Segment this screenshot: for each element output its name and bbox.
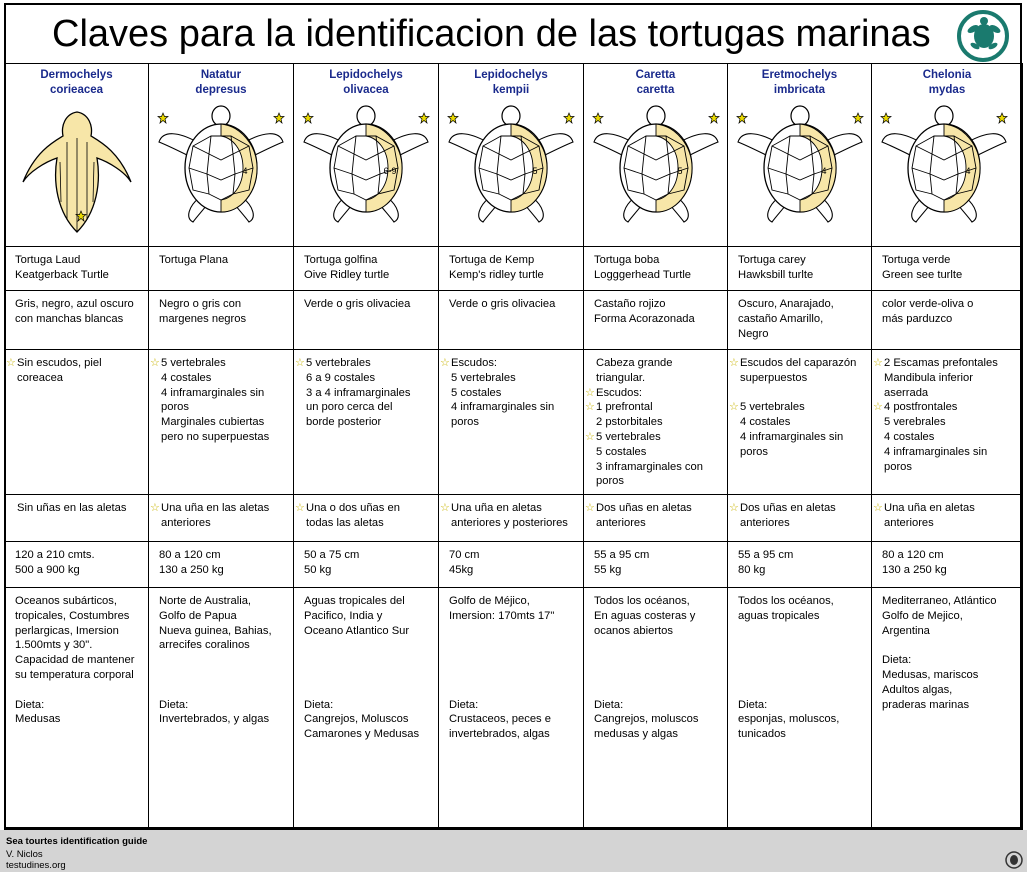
habitat-text — [159, 683, 289, 698]
key-star-icon — [853, 113, 863, 123]
size-cell — [294, 542, 439, 588]
habitat-text: En aguas costeras y — [594, 609, 696, 622]
habitat-cell — [5, 588, 149, 830]
claws-cell — [439, 495, 584, 542]
key-star-icon: ☆ — [150, 502, 160, 514]
size-text: 55 kg — [594, 563, 622, 576]
size-cell — [149, 542, 294, 588]
habitat-text: tropicales, Costumbres — [15, 609, 130, 622]
habitat-text — [159, 668, 289, 683]
size-text: 50 a 75 cm — [304, 549, 360, 561]
common-name-cell — [439, 247, 584, 291]
size-text: 55 a 95 cm — [738, 549, 794, 561]
habitat-text: Dieta: — [738, 698, 768, 711]
scutes-row — [5, 350, 1023, 495]
species-header-cell — [728, 64, 872, 247]
habitat-text — [594, 668, 723, 683]
turtle-diagram-7 — [872, 102, 1017, 242]
habitat-text: invertebrados, algas — [449, 728, 550, 741]
habitat-text — [594, 683, 723, 698]
key-star-icon — [593, 113, 603, 123]
habitat-text: Camarones y Medusas — [304, 728, 420, 741]
key-star-icon: ☆ — [440, 502, 450, 514]
claws-text: todas las aletas — [306, 516, 384, 529]
scute-count-label: 6-9 — [383, 166, 397, 176]
size-text: 120 a 210 cmts. — [15, 549, 95, 561]
key-star-icon: ☆ — [585, 430, 595, 443]
common-name-cell — [294, 247, 439, 291]
key-star-icon: ☆ — [150, 357, 160, 369]
common-name-cell — [872, 247, 1023, 291]
claws-text: ☆ Una uña en aletas — [873, 502, 975, 514]
size-text: 55 a 95 cm — [594, 549, 650, 561]
habitat-text: Cangrejos, Moluscos — [304, 713, 409, 726]
habitat-cell — [149, 588, 294, 830]
size-row — [5, 542, 1023, 588]
common-name-cell — [584, 247, 728, 291]
key-star-icon: ☆ — [295, 502, 305, 514]
species-name: Eretmochelys imbricata — [761, 69, 838, 96]
color-cell — [439, 291, 584, 350]
key-star-icon — [419, 113, 429, 123]
habitat-text: Capacidad de mantener — [15, 654, 135, 667]
scutes-text: aserrada — [884, 386, 929, 399]
claws-cell — [728, 495, 872, 542]
color-cell — [294, 291, 439, 350]
scutes-text: 4 inframarginales sin — [740, 430, 844, 443]
turtle-logo-icon — [956, 9, 1010, 63]
scutes-text: 2 pstorbitales — [596, 416, 663, 429]
habitat-text: Oceano Atlantico Sur — [304, 624, 410, 637]
species-header-cell — [5, 64, 149, 247]
scutes-text: ☆ 5 vertebrales — [585, 430, 661, 443]
scute-count-label: 5 — [677, 166, 683, 176]
habitat-text: Cangrejos, moluscos — [594, 713, 699, 726]
key-star-icon: ☆ — [585, 401, 595, 414]
habitat-text: Dieta: — [882, 654, 912, 667]
scutes-text: ☆ 5 vertebrales — [150, 357, 226, 369]
claws-row — [5, 495, 1023, 542]
scutes-text: superpuestos — [740, 371, 808, 384]
size-text: 45kg — [449, 563, 474, 576]
habitat-text — [449, 638, 579, 653]
size-text: 500 a 900 kg — [15, 563, 80, 576]
turtle-diagram-1 — [5, 102, 150, 242]
size-cell — [5, 542, 149, 588]
claws-text: ☆ Dos uñas en aletas — [585, 502, 692, 514]
species-header-cell — [294, 64, 439, 247]
scutes-text: Cabeza grande — [596, 357, 673, 369]
habitat-text — [304, 668, 434, 683]
size-text: 130 a 250 kg — [882, 563, 947, 576]
habitat-text — [304, 653, 434, 668]
species-name: Dermochelys corieacea — [40, 69, 113, 96]
page-title: Claves para la identificacion de las tortugas marinas — [52, 13, 931, 55]
scutes-text: poros — [596, 475, 624, 488]
habitat-text: Adultos algas, — [882, 683, 953, 696]
footer-site: testudines.org — [6, 860, 66, 871]
habitat-text: medusas y algas — [594, 728, 678, 741]
scutes-cell — [872, 350, 1023, 495]
claws-text: ☆ Dos uñas en aletas — [729, 502, 836, 514]
key-star-icon — [564, 113, 574, 123]
scutes-text: 4 inframarginales sin — [884, 445, 988, 458]
habitat-text — [15, 683, 144, 698]
scutes-cell — [439, 350, 584, 495]
claws-text: anteriores — [161, 516, 211, 529]
size-text: 80 a 120 cm — [159, 549, 221, 561]
common-name-text: Tortuga Plana — [159, 254, 229, 266]
color-row — [5, 291, 1023, 350]
key-star-icon — [997, 113, 1007, 123]
common-name-text: Oive Ridley turtle — [304, 268, 390, 281]
habitat-text: Dieta: — [594, 698, 624, 711]
habitat-text: tunicados — [738, 728, 786, 741]
key-star-icon: ☆ — [585, 502, 595, 514]
color-text: Castaño rojizo — [594, 298, 666, 310]
key-star-icon: ☆ — [729, 401, 739, 414]
habitat-text: Golfo de Mejico, — [882, 609, 963, 622]
key-star-icon: ☆ — [729, 502, 739, 514]
species-header-cell — [439, 64, 584, 247]
key-star-icon — [881, 113, 891, 123]
habitat-text: 1.500mts y 30". — [15, 639, 93, 652]
scutes-text: 3 a 4 inframarginales — [306, 386, 411, 399]
color-text: Negro — [738, 327, 769, 340]
common-name-text: Tortuga de Kemp — [449, 254, 535, 266]
scutes-text: poros — [740, 445, 768, 458]
habitat-text: Argentina — [882, 624, 930, 637]
common-name-text: Keatgerback Turtle — [15, 268, 109, 281]
scutes-text: ☆ 5 vertebrales — [295, 357, 371, 369]
size-text: 50 kg — [304, 563, 332, 576]
scute-count-label: 5 — [532, 166, 538, 176]
color-text: Oscuro, Anarajado, — [738, 298, 834, 310]
size-text: 80 kg — [738, 563, 766, 576]
common-name-text: Logggerhead Turtle — [594, 268, 692, 281]
habitat-text — [594, 653, 723, 668]
key-star-icon — [737, 113, 747, 123]
claws-text: anteriores — [596, 516, 646, 529]
scutes-text: un poro cerca del — [306, 401, 393, 414]
habitat-text: Oceanos subárticos, — [15, 595, 117, 607]
scute-count-label: 4 — [821, 166, 827, 176]
scutes-text: 4 costales — [884, 430, 935, 443]
footer-guide-title: Sea tourtes identification guide — [6, 836, 148, 847]
color-text: más parduzco — [882, 312, 953, 325]
turtle-diagram-6 — [728, 102, 873, 242]
scutes-text: ☆ 1 prefrontal — [585, 401, 653, 414]
color-text: con manchas blancas — [15, 312, 124, 325]
habitat-text — [738, 668, 867, 683]
habitat-text: Medusas, mariscos — [882, 668, 979, 681]
color-text: margenes negros — [159, 312, 247, 325]
habitat-text: Medusas — [15, 713, 61, 726]
key-star-icon — [303, 113, 313, 123]
claws-text: anteriores — [740, 516, 790, 529]
color-text: Verde o gris olivaciea — [304, 298, 411, 310]
habitat-text: Todos los océanos, — [738, 595, 834, 607]
color-cell — [872, 291, 1023, 350]
color-cell — [149, 291, 294, 350]
key-star-icon — [448, 113, 458, 123]
common-name-text: Tortuga verde — [882, 254, 951, 266]
habitat-text: Nueva guinea, Bahias, — [159, 624, 272, 637]
scutes-text: 4 inframarginales sin — [451, 401, 555, 414]
habitat-text: Norte de Australia, — [159, 595, 252, 607]
scutes-text: 5 costales — [596, 445, 647, 458]
key-star-icon — [158, 113, 168, 123]
color-text: Gris, negro, azul oscuro — [15, 298, 134, 310]
scutes-text: poros — [161, 401, 189, 414]
habitat-text: Dieta: — [159, 698, 189, 711]
color-text: Negro o gris con — [159, 298, 242, 310]
scutes-text: ☆ 2 Escamas prefontales — [873, 357, 998, 369]
turtle-diagram-2 — [149, 102, 294, 242]
common-name-text: Tortuga golfina — [304, 254, 378, 266]
size-text: 130 a 250 kg — [159, 563, 224, 576]
habitat-text — [304, 638, 434, 653]
scutes-text: ☆ 5 vertebrales — [729, 401, 805, 414]
species-header-cell — [584, 64, 728, 247]
scutes-text: 3 inframarginales con — [596, 460, 703, 473]
habitat-text — [738, 653, 867, 668]
species-name: Lepidochelys olivacea — [329, 69, 403, 96]
size-cell — [872, 542, 1023, 588]
scutes-text: ☆ 4 postfrontales — [873, 401, 958, 414]
scutes-text: ☆ Escudos: — [440, 357, 498, 369]
scutes-text: 4 inframarginales sin — [161, 386, 265, 399]
scutes-cell — [5, 350, 149, 495]
scutes-text: ☆ Escudos: — [585, 386, 643, 399]
claws-text: anteriores — [884, 516, 934, 529]
key-star-icon: ☆ — [6, 357, 16, 369]
habitat-cell — [294, 588, 439, 830]
habitat-text — [449, 624, 579, 639]
common-name-text: Kemp's ridley turtle — [449, 268, 544, 281]
habitat-text: Dieta: — [304, 698, 334, 711]
key-star-icon — [709, 113, 719, 123]
color-text: Verde o gris olivaciea — [449, 298, 556, 310]
footer-author: V. Niclos — [6, 849, 43, 860]
claws-text: Sin uñas en las aletas — [17, 502, 127, 514]
scutes-cell — [294, 350, 439, 495]
key-star-icon: ☆ — [440, 357, 450, 369]
habitat-text: su temperatura corporal — [15, 668, 134, 681]
scute-count-label: 4 — [965, 166, 971, 176]
claws-text: ☆ Una o dos uñas en — [295, 502, 400, 514]
claws-cell — [872, 495, 1023, 542]
claws-text: ☆ Una uña en aletas — [440, 502, 542, 514]
habitat-text — [304, 683, 434, 698]
scutes-text: coreacea — [17, 371, 64, 384]
footer-logo-icon — [1004, 850, 1024, 870]
habitat-cell — [872, 588, 1023, 830]
color-text: castaño Amarillo, — [738, 312, 824, 325]
scutes-text: borde posterior — [306, 416, 382, 429]
scutes-text: 5 vertebrales — [451, 371, 516, 384]
habitat-text: Dieta: — [15, 698, 45, 711]
habitat-text: esponjas, moluscos, — [738, 713, 840, 726]
habitat-text: ocanos abiertos — [594, 624, 673, 637]
habitat-text: Crustaceos, peces e — [449, 713, 551, 726]
common-name-text: Tortuga boba — [594, 254, 660, 266]
scute-count-label: 4 — [242, 166, 248, 176]
habitat-text: Golfo de Papua — [159, 609, 237, 622]
species-header-cell — [872, 64, 1023, 247]
size-cell — [439, 542, 584, 588]
claws-cell — [294, 495, 439, 542]
size-text: 70 cm — [449, 549, 480, 561]
footer-bar — [0, 830, 1027, 872]
size-cell — [584, 542, 728, 588]
key-star-icon: ☆ — [873, 502, 883, 514]
habitat-text: Golfo de Méjico, — [449, 595, 530, 607]
habitat-text: Todos los océanos, — [594, 595, 690, 607]
common-name-text: Green see turlte — [882, 268, 963, 281]
habitat-text — [159, 653, 289, 668]
scutes-text: poros — [451, 416, 479, 429]
common-name-text: Tortuga Laud — [15, 254, 81, 266]
turtle-diagram-4 — [439, 102, 584, 242]
color-text: color verde-oliva o — [882, 298, 974, 310]
habitat-text — [738, 624, 867, 639]
habitat-text: Aguas tropicales del — [304, 595, 405, 607]
habitat-text — [882, 638, 1018, 653]
common-name-text: Hawksbill turlte — [738, 268, 814, 281]
color-cell — [584, 291, 728, 350]
scutes-text: triangular. — [596, 371, 646, 384]
claws-cell — [584, 495, 728, 542]
habitat-text: Imersion: 170mts 17" — [449, 609, 555, 622]
scutes-text: ☆ Sin escudos, piel — [6, 357, 102, 369]
common-name-cell — [728, 247, 872, 291]
size-cell — [728, 542, 872, 588]
common-name-cell — [149, 247, 294, 291]
habitat-cell — [584, 588, 728, 830]
key-star-icon: ☆ — [585, 386, 595, 399]
habitat-diet-row — [5, 588, 1023, 830]
common-name-row — [5, 247, 1023, 291]
identification-table — [4, 63, 1023, 830]
claws-text: anteriores y posteriores — [451, 516, 568, 529]
scutes-text: 4 costales — [161, 371, 212, 384]
scutes-text: poros — [884, 460, 912, 473]
key-star-icon — [274, 113, 284, 123]
color-cell — [728, 291, 872, 350]
color-text: Forma Acorazonada — [594, 312, 695, 325]
claws-cell — [5, 495, 149, 542]
size-text: 80 a 120 cm — [882, 549, 944, 561]
habitat-text — [738, 638, 867, 653]
scutes-text: 5 verebrales — [884, 416, 946, 429]
species-name: Caretta caretta — [635, 69, 676, 96]
habitat-cell — [439, 588, 584, 830]
scutes-text: 5 costales — [451, 386, 502, 399]
scutes-cell — [728, 350, 872, 495]
habitat-text: Mediterraneo, Atlántico — [882, 595, 997, 607]
color-cell — [5, 291, 149, 350]
habitat-text: Dieta: — [449, 698, 479, 711]
key-star-icon: ☆ — [873, 357, 883, 369]
common-name-text: Tortuga carey — [738, 254, 806, 266]
scutes-cell — [149, 350, 294, 495]
habitat-text: aguas tropicales — [738, 609, 820, 622]
habitat-text — [449, 668, 579, 683]
scutes-text: Marginales cubiertas — [161, 416, 265, 429]
common-name-cell — [5, 247, 149, 291]
scutes-text: Mandibula inferior — [884, 371, 973, 384]
scutes-text: pero no superpuestas — [161, 430, 270, 443]
species-header-row — [5, 64, 1023, 247]
key-star-icon: ☆ — [729, 357, 739, 369]
turtle-diagram-5 — [584, 102, 729, 242]
scutes-cell — [584, 350, 728, 495]
habitat-text: arrecifes coralinos — [159, 639, 250, 652]
species-name: Natatur depresus — [195, 69, 247, 96]
species-name: Chelonia mydas — [922, 69, 972, 96]
habitat-text — [449, 653, 579, 668]
habitat-text — [738, 683, 867, 698]
claws-text: ☆ Una uña en las aletas — [150, 502, 270, 514]
scutes-text: ☆ Escudos del caparazón — [729, 357, 857, 369]
habitat-text — [594, 638, 723, 653]
turtle-diagram-3 — [294, 102, 439, 242]
claws-cell — [149, 495, 294, 542]
habitat-cell — [728, 588, 872, 830]
habitat-text: Invertebrados, y algas — [159, 713, 270, 726]
key-star-icon: ☆ — [873, 401, 883, 414]
habitat-text: perlargicas, Imersion — [15, 624, 119, 637]
scutes-text: 4 costales — [740, 416, 791, 429]
species-header-cell — [149, 64, 294, 247]
habitat-text — [449, 683, 579, 698]
key-star-icon: ☆ — [295, 357, 305, 369]
habitat-text: praderas marinas — [882, 698, 970, 711]
scutes-text — [740, 386, 867, 401]
scutes-text: 6 a 9 costales — [306, 371, 376, 384]
species-name: Lepidochelys kempii — [474, 69, 548, 96]
habitat-text: Pacifico, India y — [304, 609, 383, 622]
